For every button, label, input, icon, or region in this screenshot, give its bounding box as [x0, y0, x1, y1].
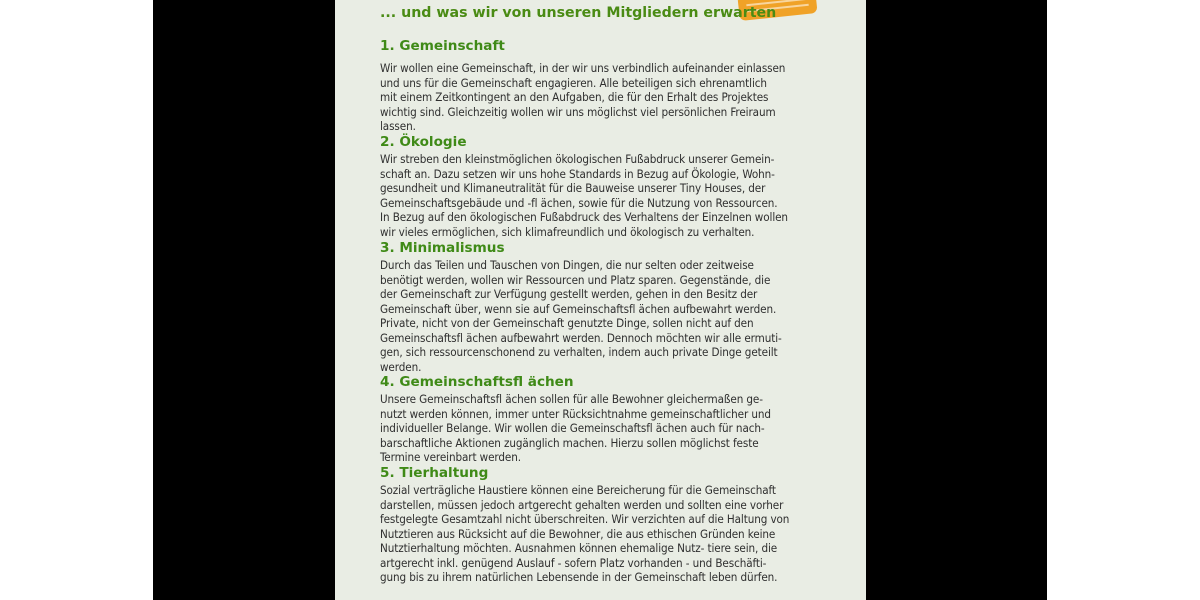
text-line: mit einem Zeitkontingent an den Aufgaben, die für den Erhalt des Projektes	[380, 90, 769, 105]
text-line: und uns für die Gemeinschaft engagieren. Alle beteiligen sich ehrenamtlich	[380, 75, 767, 90]
text-line: Gemeinschaft über, wenn sie auf Gemeinschaftsfl ächen aufbewahrt werden.	[380, 301, 777, 316]
section-body-gemeinschaftsflaechen	[380, 392, 850, 465]
section-body-gemeinschaft	[380, 61, 850, 134]
section-body-minimalismus	[380, 258, 850, 374]
text-line: gesundheit und Klimaneutralität für die Bauweise unserer Tiny Houses, der	[380, 181, 766, 196]
section-heading-oekologie: 2. Ökologie	[380, 134, 467, 150]
text-line: darstellen, müssen jedoch artgerecht gehalten werden und sollten eine vorher	[380, 497, 784, 512]
text-line: Durch das Teilen und Tauschen von Dingen, die nur selten oder zeitweise	[380, 258, 754, 272]
text-line: Wir streben den kleinstmöglichen ökologischen Fußabdruck unserer Gemein-	[380, 152, 775, 166]
text-line: Termine vereinbart werden.	[380, 450, 521, 465]
section-heading-gemeinschaft: 1. Gemeinschaft	[380, 38, 505, 54]
text-line: schaft an. Dazu setzen wir uns hohe Standards in Bezug auf Ökologie, Wohn-	[380, 166, 775, 181]
text-line: gen, sich ressourcenschonend zu verhalten, indem auch private Dinge geteilt	[380, 345, 778, 360]
text-line: Sozial verträgliche Haustiere können eine Bereicherung für die Gemeinschaft	[380, 483, 776, 497]
text-line: In Bezug auf den ökologischen Fußabdruck des Verhaltens der Einzelnen wollen	[380, 210, 788, 225]
text-line: barschaftliche Aktionen zugänglich machen. Hierzu sollen möglichst feste	[380, 435, 759, 450]
section-heading-tierhaltung: 5. Tierhaltung	[380, 465, 489, 481]
section-body-tierhaltung	[380, 483, 850, 585]
text-line: Nutztierhaltung möchten. Ausnahmen können ehemalige Nutz- tiere sein, die	[380, 541, 778, 556]
document-subtitle: ... und was wir von unseren Mitgliedern erwarten	[380, 5, 777, 21]
text-line: wichtig sind. Gleichzeitig wollen wir uns möglichst viel persönlichen Freiraum	[380, 104, 776, 119]
text-line: lassen.	[380, 119, 416, 134]
text-line: festgelegte Gesamtzahl nicht überschreiten. Wir verzichten auf die Haltung von	[380, 512, 790, 527]
text-line: Gemeinschaftsfl ächen aufbewahrt werden. Dennoch möchten wir alle ermuti-	[380, 330, 782, 345]
text-line: benötigt werden, wollen wir Ressourcen und Platz sparen. Gegenstände, die	[380, 272, 771, 287]
text-line: Private, nicht von der Gemeinschaft genutzte Dinge, sollen nicht auf den	[380, 316, 754, 331]
text-line: artgerecht inkl. genügend Auslauf - sofern Platz vorhanden - und Beschäfti-	[380, 555, 767, 570]
text-line: werden.	[380, 359, 422, 374]
text-line: individueller Belange. Wir wollen die Gemeinschaftsfl ächen auch für nach-	[380, 421, 765, 436]
section-heading-gemeinschaftsflaechen: 4. Gemeinschaftsfl ächen	[380, 374, 574, 390]
section-body-oekologie	[380, 152, 850, 239]
text-line: nutzt werden können, immer unter Rücksichtnahme gemeinschaftlicher und	[380, 406, 771, 421]
section-heading-minimalismus: 3. Minimalismus	[380, 240, 505, 256]
text-line: der Gemeinschaft zur Verfügung gestellt werden, gehen in den Besitz der	[380, 287, 758, 302]
text-line: Wir wollen eine Gemeinschaft, in der wir uns verbindlich aufeinander einlassen	[380, 61, 786, 75]
text-line: wir vieles ermöglichen, sich klimafreundlich und ökologisch zu verhalten.	[380, 224, 755, 239]
text-line: gung bis zu ihrem natürlichen Lebensende in der Gemeinschaft leben dürfen.	[380, 570, 778, 585]
text-line: Nutztieren aus Rücksicht auf die Bewohner, die aus ethischen Gründen keine	[380, 526, 776, 541]
text-line: Unsere Gemeinschaftsfl ächen sollen für alle Bewohner gleichermaßen ge-	[380, 392, 763, 406]
text-line: Gemeinschaftsgebäude und -fl ächen, sowie für die Nutzung von Ressourcen.	[380, 195, 778, 210]
